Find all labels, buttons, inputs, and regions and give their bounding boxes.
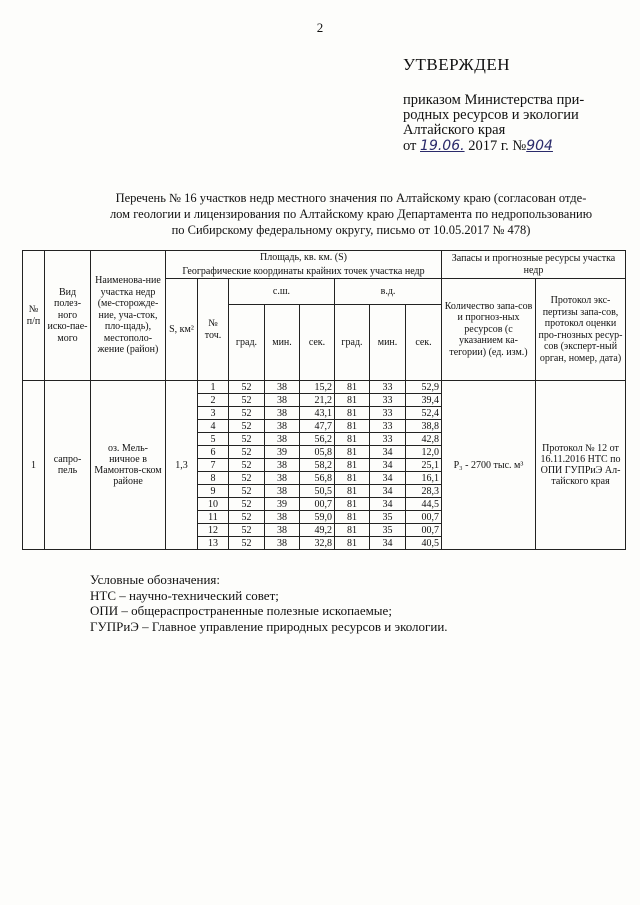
lat-sec: 58,2 <box>300 459 335 472</box>
header-quantity: Количество запа-сов и прогноз-ных ресурсов (с указанием ка-тегории) (ед. изм.) <box>442 279 536 381</box>
header-point: № точ. <box>198 279 229 381</box>
approval-date-line <box>403 138 623 154</box>
legend <box>90 572 448 634</box>
header-protocol: Протокол экс-пертизы запа-сов, протокол оценки про-гнозных ресур-сов (эксперт-ный орган, номер, дата) <box>536 279 626 381</box>
lat-deg: 52 <box>229 381 265 394</box>
lat-deg: 52 <box>229 537 265 550</box>
lat-deg: 52 <box>229 446 265 459</box>
legend-item: ОПИ – общераспространенные полезные ископаемые; <box>90 603 392 618</box>
lon-deg: 81 <box>335 420 370 433</box>
table-row <box>23 381 626 394</box>
lat-deg: 52 <box>229 407 265 420</box>
lat-sec: 49,2 <box>300 524 335 537</box>
point-number: 9 <box>198 485 229 498</box>
lat-sec: 00,7 <box>300 498 335 511</box>
lon-deg: 81 <box>335 524 370 537</box>
point-number: 10 <box>198 498 229 511</box>
approval-line-2: родных ресурсов и экологии <box>403 107 579 123</box>
lat-min: 39 <box>265 498 300 511</box>
lat-sec: 50,5 <box>300 485 335 498</box>
lon-sec: 52,4 <box>406 407 442 420</box>
approval-text <box>403 93 623 138</box>
lon-sec: 28,3 <box>406 485 442 498</box>
lon-min: 34 <box>370 498 406 511</box>
lat-deg: 52 <box>229 524 265 537</box>
lat-deg: 52 <box>229 498 265 511</box>
header-lat-min: мин. <box>265 305 300 381</box>
lon-deg: 81 <box>335 381 370 394</box>
lon-deg: 81 <box>335 459 370 472</box>
point-number: 12 <box>198 524 229 537</box>
lat-sec: 15,2 <box>300 381 335 394</box>
header-lat-sec: сек. <box>300 305 335 381</box>
lon-min: 34 <box>370 459 406 472</box>
lat-min: 38 <box>265 381 300 394</box>
lon-min: 33 <box>370 394 406 407</box>
lon-min: 33 <box>370 381 406 394</box>
approval-line-1: приказом Министерства при- <box>403 92 585 108</box>
heading-line-1: Перечень № 16 участков недр местного значения по Алтайскому краю (согласован отде- <box>115 191 587 205</box>
lon-sec: 16,1 <box>406 472 442 485</box>
lat-min: 38 <box>265 433 300 446</box>
page-number: 2 <box>316 20 324 35</box>
date-prefix: от <box>403 138 417 154</box>
lat-min: 39 <box>265 446 300 459</box>
subsoil-sites-table <box>22 250 626 550</box>
point-number: 7 <box>198 459 229 472</box>
lon-deg: 81 <box>335 433 370 446</box>
lon-deg: 81 <box>335 472 370 485</box>
lon-deg: 81 <box>335 446 370 459</box>
document-heading <box>86 190 616 238</box>
legend-item: ГУПРиЭ – Главное управление природных ресурсов и экологии. <box>90 618 448 634</box>
lat-deg: 52 <box>229 394 265 407</box>
lat-min: 38 <box>265 524 300 537</box>
lon-sec: 00,7 <box>406 511 442 524</box>
point-number: 4 <box>198 420 229 433</box>
lon-sec: 42,8 <box>406 433 442 446</box>
lon-sec: 52,9 <box>406 381 442 394</box>
lat-sec: 47,7 <box>300 420 335 433</box>
lon-min: 34 <box>370 472 406 485</box>
lat-min: 38 <box>265 472 300 485</box>
header-lat-deg: град. <box>229 305 265 381</box>
point-number: 11 <box>198 511 229 524</box>
header-lon-sec: сек. <box>406 305 442 381</box>
lon-min: 35 <box>370 511 406 524</box>
lat-deg: 52 <box>229 511 265 524</box>
header-coords-group: Географические координаты крайних точек участка недр <box>166 265 442 279</box>
approval-line-3: Алтайского края <box>403 122 506 138</box>
point-number: 8 <box>198 472 229 485</box>
lon-min: 33 <box>370 420 406 433</box>
lat-deg: 52 <box>229 472 265 485</box>
lat-min: 38 <box>265 485 300 498</box>
lon-sec: 39,4 <box>406 394 442 407</box>
handwritten-number: 904 <box>526 138 553 154</box>
legend-item: НТС – научно-технический совет; <box>90 587 279 603</box>
lon-sec: 25,1 <box>406 459 442 472</box>
point-number: 13 <box>198 537 229 550</box>
lon-min: 34 <box>370 537 406 550</box>
handwritten-date: 19.06. <box>420 138 465 154</box>
lat-sec: 56,2 <box>300 433 335 446</box>
lat-sec: 32,8 <box>300 537 335 550</box>
heading-line-2: лом геологии и лицензирования по Алтайскому краю Департамента по недропользованию <box>109 207 593 221</box>
lat-sec: 05,8 <box>300 446 335 459</box>
entry-area: 1,3 <box>166 381 198 550</box>
lat-min: 38 <box>265 420 300 433</box>
lat-sec: 21,2 <box>300 394 335 407</box>
lon-deg: 81 <box>335 537 370 550</box>
header-lon-min: мин. <box>370 305 406 381</box>
entry-mineral: сапро-пель <box>45 381 91 550</box>
approval-block <box>403 55 623 154</box>
lon-deg: 81 <box>335 394 370 407</box>
entry-quantity: Р₃ - 2700 тыс. м³ <box>442 381 536 550</box>
lat-sec: 43,1 <box>300 407 335 420</box>
entry-protocol: Протокол № 12 от 16.11.2016 НТС по ОПИ ГУПРиЭ Ал-тайского края <box>536 381 626 550</box>
lon-deg: 81 <box>335 498 370 511</box>
lat-min: 38 <box>265 407 300 420</box>
lat-sec: 56,8 <box>300 472 335 485</box>
point-number: 6 <box>198 446 229 459</box>
approval-title: УТВЕРЖДЕН <box>403 55 510 74</box>
lon-deg: 81 <box>335 485 370 498</box>
header-area-group: Площадь, кв. км. (S) <box>166 251 442 266</box>
point-number: 1 <box>198 381 229 394</box>
heading-line-3: по Сибирскому федеральному округу, письмо от 10.05.2017 № 478) <box>171 223 531 237</box>
point-number: 3 <box>198 407 229 420</box>
lon-min: 33 <box>370 407 406 420</box>
lat-deg: 52 <box>229 420 265 433</box>
header-lon-deg: град. <box>335 305 370 381</box>
entry-name: оз. Мель-ничное в Мамонтов-ском районе <box>91 381 166 550</box>
lon-deg: 81 <box>335 511 370 524</box>
lat-min: 38 <box>265 511 300 524</box>
header-reserves-group: Запасы и прогнозные ресурсы участка недр <box>442 251 626 279</box>
lat-min: 38 <box>265 394 300 407</box>
lon-min: 34 <box>370 446 406 459</box>
header-longitude: в.д. <box>335 279 442 305</box>
lat-min: 38 <box>265 459 300 472</box>
date-suffix: 2017 г. № <box>468 138 527 154</box>
lon-sec: 00,7 <box>406 524 442 537</box>
lon-deg: 81 <box>335 407 370 420</box>
lat-deg: 52 <box>229 485 265 498</box>
lon-sec: 40,5 <box>406 537 442 550</box>
point-number: 2 <box>198 394 229 407</box>
lon-sec: 12,0 <box>406 446 442 459</box>
header-s: S, км² <box>166 279 198 381</box>
lat-deg: 52 <box>229 433 265 446</box>
lat-min: 38 <box>265 537 300 550</box>
entry-num: 1 <box>23 381 45 550</box>
header-mineral: Вид полез-ного иско-пае-мого <box>45 251 91 381</box>
lon-min: 35 <box>370 524 406 537</box>
header-name: Наименова-ние участка недр (ме-сторожде-ние, уча-сток, пло-щадь), местополо-жение (район) <box>91 251 166 381</box>
lat-sec: 59,0 <box>300 511 335 524</box>
header-latitude: с.ш. <box>229 279 335 305</box>
lon-sec: 44,5 <box>406 498 442 511</box>
lat-deg: 52 <box>229 459 265 472</box>
lon-min: 33 <box>370 433 406 446</box>
lon-min: 34 <box>370 485 406 498</box>
legend-title: Условные обозначения: <box>90 572 221 587</box>
point-number: 5 <box>198 433 229 446</box>
header-num: № п/п <box>23 251 45 381</box>
lon-sec: 38,8 <box>406 420 442 433</box>
